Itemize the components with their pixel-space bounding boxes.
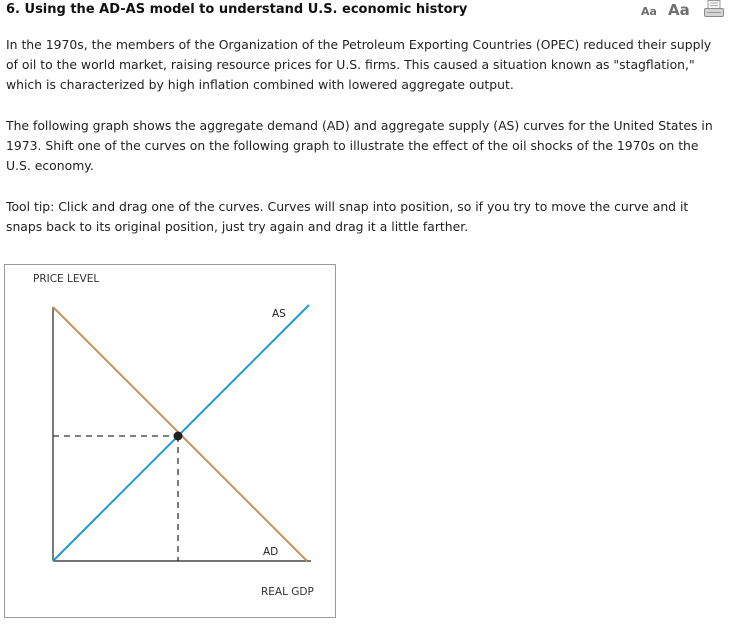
tooltip-paragraph: Tool tip: Click and drag one of the curves. Curves will snap into position, so if you try to move the curve and it snaps back to its original position, just try again and drag it a little farther. [6, 199, 689, 234]
instruction-paragraph: The following graph shows the aggregate demand (AD) and aggregate supply (AS) curves for the United States in 1973. Shift one of the curves on the following graph to illustrate the effect of the oil shocks of the 1970s on the U.S. economy. [6, 118, 713, 173]
as-curve-label: AS [272, 308, 286, 320]
font-size-small-button[interactable]: Aa [641, 5, 657, 18]
x-axis-label: REAL GDP [261, 586, 314, 598]
ad-as-graph-canvas [5, 265, 337, 619]
ad-curve-label: AD [263, 546, 279, 558]
equilibrium-point [174, 432, 183, 441]
ad-as-graph [4, 264, 336, 618]
question-header [0, 0, 729, 24]
font-size-large-button[interactable]: Aa [668, 1, 690, 19]
question-title: 6. Using the AD-AS model to understand U.S. economic history [6, 2, 468, 17]
print-icon[interactable] [704, 0, 724, 18]
intro-paragraph: In the 1970s, the members of the Organization of the Petroleum Exporting Countries (OPEC) reduced their supply of oil to the world market, raising resource prices for U.S. firms. This caused a situation known as "stagflation," which is characterized by high inflation combined with lowered aggregate output. [6, 37, 712, 92]
y-axis-label: PRICE LEVEL [33, 273, 100, 285]
